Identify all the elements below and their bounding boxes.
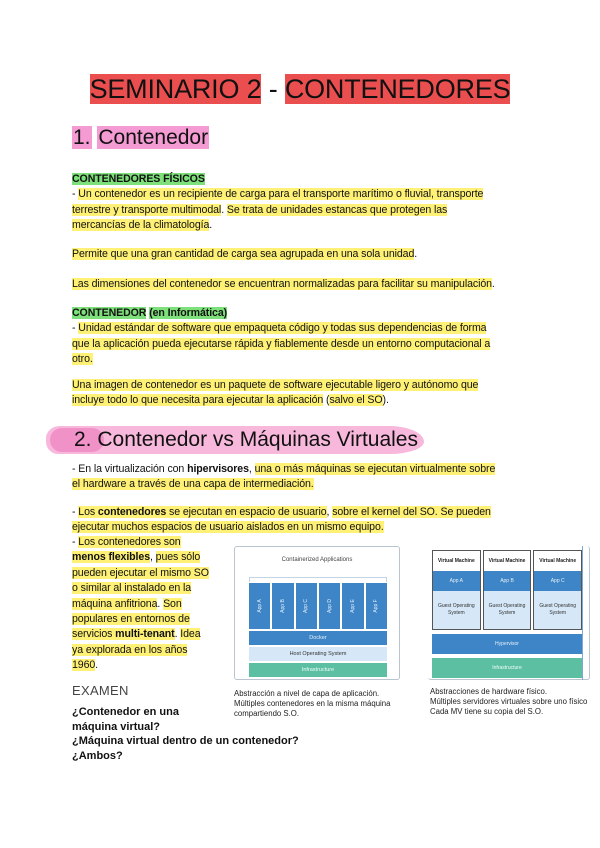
section1-heading: [72, 124, 209, 151]
exam-question: máquina virtual?: [72, 720, 161, 733]
containers-app-row: [249, 583, 387, 629]
virtual-machine-block: Virtual Machine App B Guest Operating System: [483, 550, 532, 630]
virtual-machine-block: Virtual Machine App C Guest Operating System: [533, 550, 582, 630]
document-title: [0, 73, 600, 105]
physical-p2: Permite que una gran cantidad de carga sea agrupada en una sola unidad.: [72, 248, 418, 260]
software-line-1: - Unidad estándar de software que empaqueta código y todas sus dependencias de forma: [72, 322, 487, 335]
containers-caption: Abstracción a nivel de capa de aplicación. Múltiples contenedores en la misma máquina compartiendo S.O.: [234, 689, 391, 718]
exam-question: ¿Máquina virtual dentro de un contenedor?: [72, 735, 299, 747]
hypervisor-paragraph: - En la virtualización con hipervisores, una o más máquinas se ejecutan virtualmente sobre el hardware a través de una capa de intermediación.: [72, 463, 496, 491]
software-container-subheading: CONTENEDOR: [72, 307, 147, 319]
physical-line-2: terrestre y transporte multimodal. Se trata de unidades estancas que protegen las: [72, 203, 448, 216]
software-line-2: que la aplicación pueda ejecutarse rápida y fiablemente desde un entorno computacional a: [72, 337, 491, 350]
section2-heading: 2. Contenedor vs Máquinas Virtuales: [74, 428, 418, 451]
infrastructure-layer: Infrastructure: [249, 663, 387, 677]
container-app-block: App E: [342, 583, 363, 629]
title-separator: -: [261, 74, 285, 104]
physical-p3: Las dimensiones del contenedor se encuentran normalizadas para facilitar su manipulación.: [72, 278, 495, 290]
container-app-block: App A: [249, 583, 270, 629]
containers-userspace-paragraph: - Los contenedores se ejecutan en espacio de usuario, sobre el kernel del SO. Se pueden ejecutar muchos espacios de usuario aislados en un mismo equipo.: [72, 506, 491, 534]
physical-line-3: mercancías de la climatología.: [72, 219, 213, 232]
containers-diagram-title: Containerized Applications: [281, 557, 353, 563]
hypervisor-layer: Hypervisor: [432, 634, 582, 654]
container-app-block: App D: [319, 583, 340, 629]
vm-caption: Abstracciones de hardware físico. Múltiples servidores virtuales sobre uno físico Cada MV tiene su copia del S.O.: [430, 687, 588, 716]
container-app-block: App C: [296, 583, 317, 629]
container-image-paragraph: Una imagen de contenedor es un paquete de software ejecutable ligero y autónomo que incluye todo lo que necesita para ejecutar la aplicación (salvo el SO).: [72, 379, 479, 407]
flexibility-paragraph: - Los contenedores son menos flexibles, pues sólo pueden ejecutar el mismo SO o similar al instalado en la máquina anfitriona. Son populares en entornos de servicios multi-tenant. Idea ya explorada en los años 1960.: [72, 536, 209, 672]
vm-diagram-border: [582, 546, 583, 680]
section1-title: Contenedor: [98, 126, 209, 149]
exam-question: ¿Contenedor en una: [72, 706, 179, 718]
container-app-block: App F: [366, 583, 387, 629]
vm-infrastructure-layer: Infrastructure: [432, 658, 582, 678]
title-part1: SEMINARIO 2: [89, 74, 262, 104]
physical-containers-subheading: CONTENEDORES FÍSICOS: [72, 173, 205, 185]
physical-line-1: - Un contenedor es un recipiente de carga para el transporte marítimo o fluvial, transporte: [72, 188, 484, 201]
diagram-tray: [249, 577, 387, 582]
exam-questions: [72, 705, 299, 763]
vm-row: [432, 550, 582, 630]
virtual-machine-block: Virtual Machine App A Guest Operating System: [432, 550, 481, 630]
containers-diagram: [234, 546, 400, 680]
container-app-block: App B: [272, 583, 293, 629]
section1-number: 1.: [73, 126, 91, 149]
host-os-layer: Host Operating System: [249, 647, 387, 661]
exam-question: ¿Ambos?: [72, 749, 123, 762]
vm-diagram: [428, 546, 590, 680]
physical-containers-block: [72, 172, 534, 234]
software-line-3: otro.: [72, 353, 93, 366]
exam-label: EXAMEN: [72, 683, 129, 698]
software-container-block: CONTENEDOR (en Informática) - Unidad estándar de software que empaqueta código y todas sus dependencias de forma que la aplicación pueda ejecutarse rápida y fiablemente desde un entorno computacional a otro.: [72, 306, 534, 368]
title-part2: CONTENEDORES: [284, 74, 511, 104]
docker-layer: Docker: [249, 631, 387, 645]
